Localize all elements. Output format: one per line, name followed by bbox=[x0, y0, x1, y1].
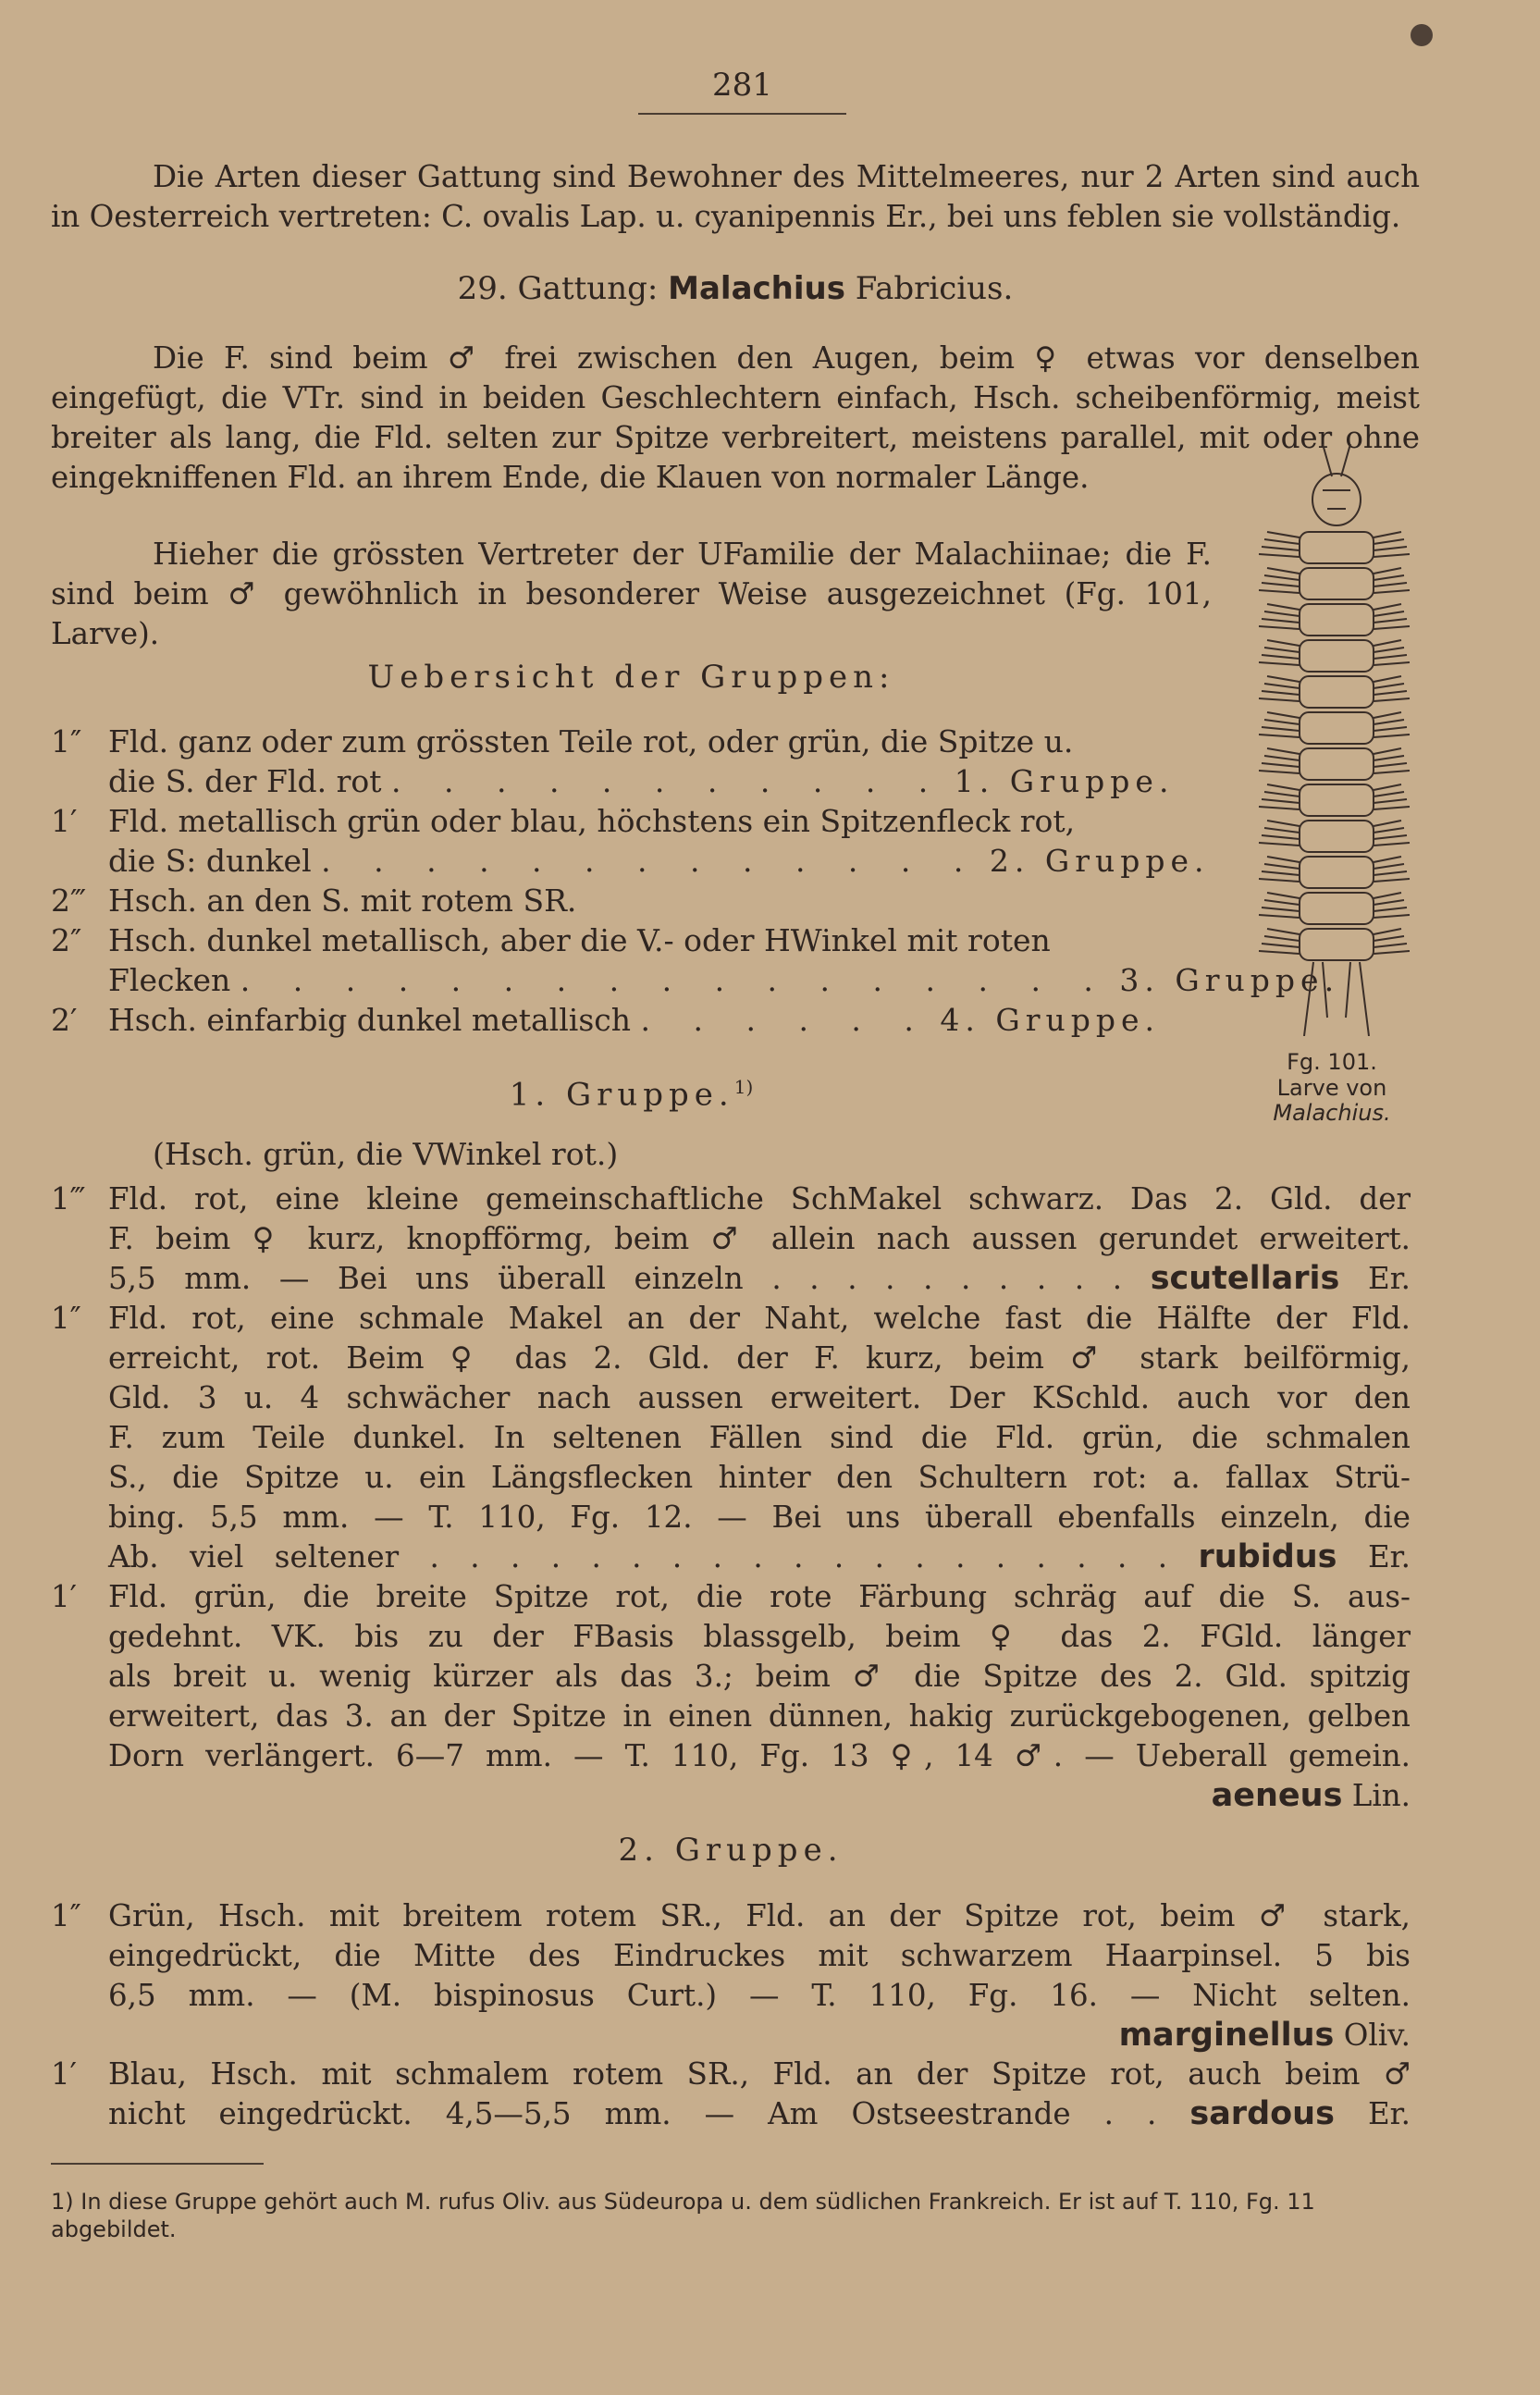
larva-bristle bbox=[1374, 691, 1407, 695]
larva-bristle bbox=[1374, 568, 1401, 574]
larva-bristle bbox=[1259, 879, 1300, 882]
species-name: sardous bbox=[1189, 2095, 1335, 2132]
larva-segment bbox=[1300, 857, 1374, 888]
intro-paragraph bbox=[51, 157, 1420, 237]
figure-caption: Fg. 101. Larve von Malachius. bbox=[1273, 1049, 1391, 1127]
larva-bristle bbox=[1262, 547, 1300, 550]
larva-bristle bbox=[1374, 547, 1407, 550]
larva-bristle bbox=[1259, 915, 1300, 918]
larva-illustration bbox=[1249, 444, 1415, 1036]
genus-description-2 bbox=[51, 535, 1212, 654]
larva-bristle bbox=[1374, 712, 1401, 718]
larva-bristle bbox=[1267, 712, 1300, 718]
larva-bristle bbox=[1262, 763, 1300, 767]
larva-bristle bbox=[1259, 698, 1300, 701]
larva-bristle bbox=[1264, 611, 1300, 616]
larva-bristle bbox=[1264, 900, 1300, 905]
larva-bristle bbox=[1374, 532, 1401, 537]
larva-bristle bbox=[1267, 604, 1300, 610]
larva-bristle bbox=[1374, 951, 1410, 954]
larva-bristle bbox=[1374, 807, 1410, 809]
larva-bristle bbox=[1374, 907, 1407, 911]
larva-bristle bbox=[1374, 626, 1410, 629]
key-row-1: 1″ Fld. ganz oder zum grössten Teile rot, oder grün, die Spitze u. die S. der Fld. rot . . . . . . . . . . . 1. Gruppe. bbox=[51, 723, 1175, 799]
larva-bristle bbox=[1374, 684, 1404, 688]
larva-bristle bbox=[1374, 821, 1401, 826]
larva-bristle bbox=[1264, 936, 1300, 941]
entry-aeneus: 1′ Fld. grün, die breite Spitze rot, die rote Färbung schräg auf die S. aus- gedehnt. VK. bis zu der FBasis blassgelb, beim ♀ das 2. FGld. länger als breit u. wenig kürzer als das 3.; beim ♂ die Spitze des 2. Gld. spitzig erweitert, das 3. an der Spitze in einen dünnen, hakig zurückgebogenen, gelben Dorn verlängert. 6—7 mm. — T. 110, Fg. 13 ♀, 14 ♂. — Ueberall gemein. aeneus Lin. bbox=[51, 1579, 1411, 1814]
larva-bristle bbox=[1374, 763, 1407, 767]
genus-heading: 29. Gattung: Malachius Fabricius. bbox=[457, 270, 1014, 307]
larva-bristle bbox=[1374, 662, 1410, 665]
larva-bristle bbox=[1262, 655, 1300, 659]
larva-bristle bbox=[1374, 748, 1401, 754]
key-row-3: 2‴ Hsch. an den S. mit rotem SR. bbox=[51, 883, 577, 919]
species-name: rubidus bbox=[1198, 1538, 1337, 1575]
larva-bristle bbox=[1374, 799, 1407, 803]
larva-segment bbox=[1300, 604, 1374, 636]
species-name: scutellaris bbox=[1150, 1260, 1340, 1297]
key-row-5: 2′ Hsch. einfarbig dunkel metallisch . . . . . . 4. Gruppe. bbox=[51, 1002, 1161, 1038]
larva-bristle bbox=[1267, 532, 1300, 537]
larva-bristle bbox=[1374, 619, 1407, 623]
larva-bristle bbox=[1264, 792, 1300, 796]
larva-bristle bbox=[1374, 539, 1404, 544]
larva-segment bbox=[1300, 893, 1374, 924]
larva-bristle bbox=[1264, 828, 1300, 833]
footnote: 1) In diese Gruppe gehört auch M. rufus Oliv. aus Südeuropa u. dem südlichen Frankreich. Er ist auf T. 110, Fg. 11 abgebildet. bbox=[51, 2189, 1315, 2242]
key-heading: Uebersicht der Gruppen: bbox=[367, 659, 895, 696]
larva-bristle bbox=[1374, 756, 1404, 760]
entry-sardous: 1′ Blau, Hsch. mit schmalem rotem SR., Fld. an der Spitze rot, auch beim ♂ nicht eingedrückt. 4,5—5,5 mm. — Am Ostseestrande . . sardous Er. bbox=[51, 2056, 1411, 2132]
larva-bristle bbox=[1374, 554, 1410, 557]
entry-marginellus: 1″ Grün, Hsch. mit breitem rotem SR., Fld. an der Spitze rot, beim ♂ stark, eingedrückt, die Mitte des Eindruckes mit schwarzem Haarpinsel. 5 bis 6,5 mm. — (M. bispinosus Curt.) — T. 110, Fg. 16. — Nicht selten. marginellus Oliv. bbox=[51, 1898, 1411, 2054]
larva-bristle bbox=[1262, 907, 1300, 911]
description-p2: Hieher die grössten Vertreter der UFamilie der Malachiinae; die F. sind beim ♂ gewöhnlich in besonderer Weise ausgezeichnet (Fg. 101, Larve). bbox=[51, 537, 1212, 651]
larva-bristle bbox=[1267, 568, 1300, 574]
group1-heading: 1. Gruppe.$^{1)}$ bbox=[509, 1076, 754, 1114]
larva-bristle bbox=[1259, 626, 1300, 629]
larva-bristle bbox=[1374, 655, 1407, 659]
key-row-2: 1′ Fld. metallisch grün oder blau, höchstens ein Spitzenfleck rot, die S: dunkel . . . . . . . . . . . . . 2. Gruppe. bbox=[51, 803, 1210, 879]
description-p1: Die F. sind beim ♂ frei zwischen den Augen, beim ♀ etwas vor denselben eingefügt, die VTr. sind in beiden Geschlechtern einfach, Hsch. scheibenförmig, meist breiter als lang, die Fld. selten zur Spitze verbreitert, meistens parallel, mit oder ohne eingekniffenen Fld. an ihrem Ende, die Klauen von normaler Länge. bbox=[51, 340, 1420, 495]
footnote-rule bbox=[51, 2163, 264, 2165]
larva-segment bbox=[1300, 712, 1374, 744]
larva-bristle bbox=[1267, 640, 1300, 646]
larva-bristle bbox=[1264, 539, 1300, 544]
larva-bristle bbox=[1374, 676, 1401, 682]
larva-bristle bbox=[1264, 864, 1300, 869]
larva-bristle bbox=[1374, 735, 1410, 737]
larva-body-segments bbox=[1259, 532, 1410, 960]
larva-segment bbox=[1300, 748, 1374, 780]
larva-bristle bbox=[1267, 821, 1300, 826]
larva-bristle bbox=[1374, 835, 1407, 839]
larva-bristle bbox=[1262, 691, 1300, 695]
larva-bristle bbox=[1259, 662, 1300, 665]
larva-bristle bbox=[1374, 828, 1404, 833]
larva-bristle bbox=[1374, 590, 1410, 593]
larva-bristle bbox=[1262, 619, 1300, 623]
larva-bristle bbox=[1374, 640, 1401, 646]
footnote-mark: 1) bbox=[733, 1076, 754, 1098]
larva-bristle bbox=[1262, 944, 1300, 947]
larva-segment bbox=[1300, 929, 1374, 960]
larva-bristle bbox=[1374, 915, 1410, 918]
key-result: 4. Gruppe. bbox=[940, 1002, 1161, 1038]
larva-bristle bbox=[1264, 575, 1300, 580]
larva-bristle bbox=[1267, 857, 1300, 862]
larva-segment bbox=[1300, 784, 1374, 816]
key-result: 3. Gruppe. bbox=[1119, 962, 1340, 998]
larva-bristle bbox=[1267, 929, 1300, 934]
larva-segment bbox=[1300, 640, 1374, 672]
larva-bristle bbox=[1374, 879, 1410, 882]
larva-segment bbox=[1300, 821, 1374, 852]
larva-bristle bbox=[1267, 784, 1300, 790]
key-row-4: 2″ Hsch. dunkel metallisch, aber die V.- oder HWinkel mit roten Flecken . . . . . . . . . . . . . . . . . 3. Gruppe. bbox=[51, 922, 1340, 998]
group2-heading: 2. Gruppe. bbox=[618, 1832, 844, 1869]
larva-bristle bbox=[1259, 554, 1300, 557]
larva-bristle bbox=[1262, 835, 1300, 839]
larva-bristle bbox=[1374, 698, 1410, 701]
entry-rubidus: 1″ Fld. rot, eine schmale Makel an der Naht, welche fast die Hälfte der Fld. erreicht, rot. Beim ♀ das 2. Gld. der F. kurz, beim ♂ stark beilförmig, Gld. 3 u. 4 schwächer nach aussen erweitert. Der KSchld. auch vor den F. zum Teile dunkel. In seltenen Fällen sind die Fld. grün, die schmalen S., die Spitze u. ein Längsflecken hinter den Schultern rot: a. fallax Strü- bing. 5,5 mm. — T. 110, Fg. 12. — Bei uns überall ebenfalls einzeln, die Ab. viel seltener . . . . . . . . . . . . . . . . . . . rubidus Er. bbox=[51, 1301, 1411, 1575]
larva-bristle bbox=[1259, 951, 1300, 954]
larva-bristle bbox=[1259, 807, 1300, 809]
page-smudge bbox=[1411, 24, 1433, 46]
larva-segment bbox=[1300, 568, 1374, 599]
larva-bristle bbox=[1374, 611, 1404, 616]
larva-bristle bbox=[1259, 735, 1300, 737]
page-number: 281 bbox=[712, 67, 772, 104]
larva-bristle bbox=[1267, 676, 1300, 682]
larva-bristle bbox=[1262, 799, 1300, 803]
larva-bristle bbox=[1264, 720, 1300, 724]
larva-bristle bbox=[1374, 944, 1407, 947]
larva-bristle bbox=[1374, 784, 1401, 790]
larva-bristle bbox=[1374, 583, 1407, 586]
larva-bristle bbox=[1374, 727, 1407, 731]
larva-bristle bbox=[1374, 720, 1404, 724]
larva-bristle bbox=[1262, 871, 1300, 875]
species-name: aeneus bbox=[1211, 1777, 1343, 1814]
larva-bristle bbox=[1374, 771, 1410, 773]
larva-bristle bbox=[1259, 771, 1300, 773]
larva-bristle bbox=[1264, 756, 1300, 760]
larva-segment bbox=[1300, 676, 1374, 708]
larva-bristle bbox=[1374, 893, 1401, 898]
key-result: 1. Gruppe. bbox=[954, 763, 1175, 799]
key-result: 2. Gruppe. bbox=[989, 843, 1210, 879]
genus-name: Malachius bbox=[668, 270, 845, 307]
larva-bristle bbox=[1264, 648, 1300, 652]
larva-bristle bbox=[1374, 604, 1401, 610]
species-name: marginellus bbox=[1118, 2017, 1335, 2054]
page-number-rule bbox=[638, 113, 846, 115]
larva-bristle bbox=[1374, 929, 1401, 934]
genus-description bbox=[51, 339, 1420, 498]
intro-text: Die Arten dieser Gattung sind Bewohner des Mittelmeeres, nur 2 Arten sind auch in Oesterreich vertreten: C. ovalis Lap. u. cyanipennis Er., bei uns feblen sie vollständig. bbox=[51, 159, 1420, 234]
larva-bristle bbox=[1374, 843, 1410, 846]
larva-bristle bbox=[1259, 843, 1300, 846]
larva-bristle bbox=[1374, 864, 1404, 869]
larva-bristle bbox=[1374, 648, 1404, 652]
larva-bristle bbox=[1374, 792, 1404, 796]
larva-bristle bbox=[1374, 857, 1401, 862]
larva-bristle bbox=[1262, 727, 1300, 731]
larva-bristle bbox=[1262, 583, 1300, 586]
larva-bristle bbox=[1267, 748, 1300, 754]
larva-bristle bbox=[1374, 871, 1407, 875]
larva-bristle bbox=[1374, 575, 1404, 580]
larva-segment bbox=[1300, 532, 1374, 563]
larva-bristle bbox=[1259, 590, 1300, 593]
entry-scutellaris: 1‴ Fld. rot, eine kleine gemeinschaftliche SchMakel schwarz. Das 2. Gld. der F. beim ♀ kurz, knopfförmg, beim ♂ allein nach aussen gerundet erweitert. 5,5 mm. — Bei uns überall einzeln . . . . . . . . . . scutellaris Er. bbox=[51, 1181, 1411, 1297]
larva-bristle bbox=[1374, 936, 1404, 941]
larva-bristle bbox=[1264, 684, 1300, 688]
larva-bristle bbox=[1374, 900, 1404, 905]
group1-subheading: (Hsch. grün, die VWinkel rot.) bbox=[153, 1136, 619, 1172]
larva-bristle bbox=[1267, 893, 1300, 898]
